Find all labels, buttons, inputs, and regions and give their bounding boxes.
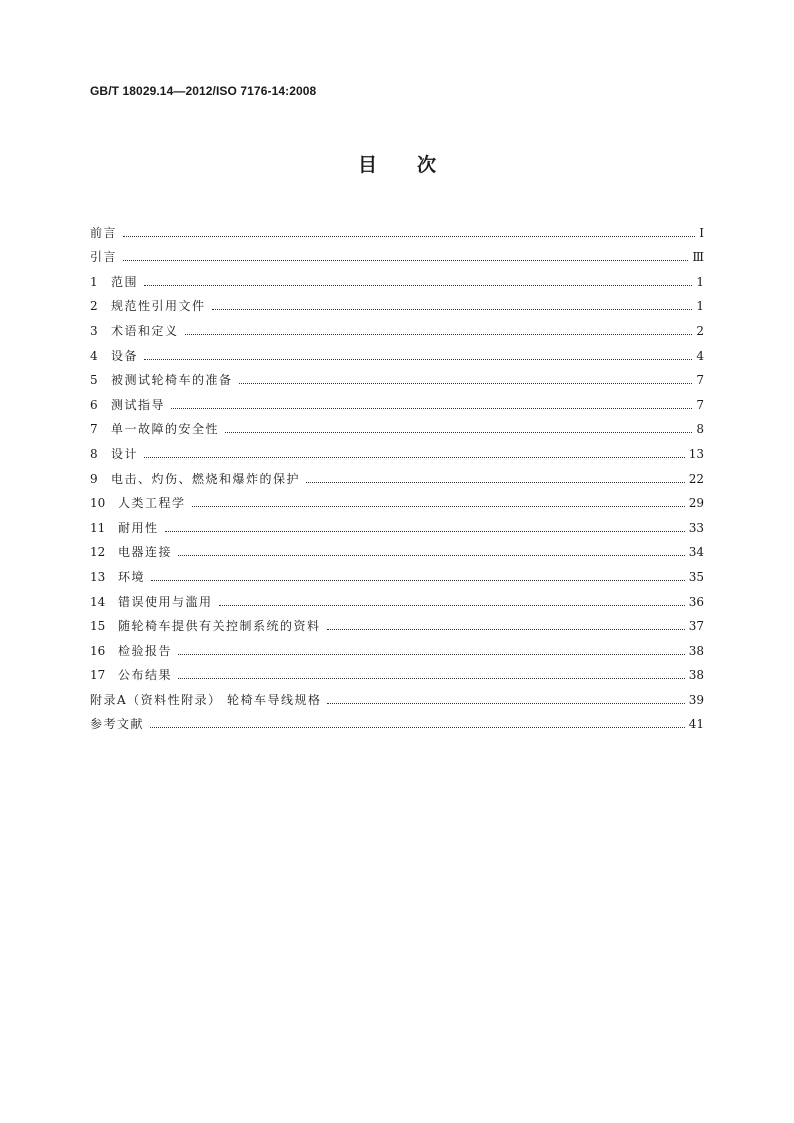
toc-entry-number: 2 — [90, 299, 98, 314]
toc-entry-number: 1 — [90, 274, 98, 289]
toc-entry[interactable] — [90, 437, 704, 462]
toc-dot-leader — [327, 629, 685, 630]
toc-entry-page: 38 — [688, 668, 704, 683]
toc-entry-title: 被测试轮椅车的准备 — [111, 373, 233, 388]
toc-entry-label — [90, 594, 213, 610]
toc-entry-label — [90, 421, 219, 437]
toc-entry-page: 39 — [688, 692, 704, 707]
toc-entry-title: 公布结果 — [118, 668, 173, 683]
toc-entry-title: 附录A（资料性附录） 轮椅车导线规格 — [90, 692, 322, 707]
toc-entry-title: 电器连接 — [118, 545, 173, 560]
toc-entry-number: 7 — [90, 422, 98, 437]
toc-entry-number: 11 — [90, 520, 106, 535]
toc-entry-page: 2 — [696, 323, 704, 338]
toc-dot-leader — [306, 482, 685, 483]
toc-dot-leader — [239, 383, 693, 384]
toc-dot-leader — [171, 408, 692, 409]
toc-entry-label — [90, 495, 186, 511]
toc-entry[interactable] — [90, 585, 704, 610]
page-title — [0, 150, 794, 177]
toc-entry-number: 3 — [90, 323, 98, 338]
toc-entry[interactable] — [90, 659, 704, 684]
toc-entry-label — [90, 471, 300, 487]
toc-entry-title: 前言 — [90, 225, 118, 240]
toc-entry-label — [90, 692, 321, 708]
toc-entry-label — [90, 397, 165, 413]
toc-entry-label — [90, 520, 159, 536]
toc-entry[interactable] — [90, 708, 704, 733]
toc-dot-leader — [123, 236, 695, 237]
toc-entry-label — [90, 446, 138, 462]
toc-entry-number: 14 — [90, 594, 106, 609]
toc-entry-page: Ⅲ — [692, 250, 704, 265]
toc-entry-title: 引言 — [90, 250, 118, 265]
toc-entry-title: 耐用性 — [118, 520, 159, 535]
toc-entry-title: 人类工程学 — [118, 496, 186, 511]
toc-entry-label — [90, 298, 206, 314]
toc-entry-page: 33 — [688, 520, 704, 535]
toc-entry-title: 术语和定义 — [111, 323, 179, 338]
toc-entry[interactable] — [90, 388, 704, 413]
toc-entry-title: 范围 — [111, 274, 139, 289]
toc-entry-page: 1 — [696, 274, 704, 289]
toc-dot-leader — [178, 555, 685, 556]
toc-entry-label — [90, 618, 321, 634]
toc-entry[interactable] — [90, 314, 704, 339]
table-of-contents — [90, 216, 704, 732]
toc-entry-number: 9 — [90, 471, 98, 486]
toc-dot-leader — [151, 580, 685, 581]
toc-entry-page: 36 — [688, 594, 704, 609]
toc-entry[interactable] — [90, 536, 704, 561]
toc-entry-title: 测试指导 — [111, 397, 166, 412]
toc-entry[interactable] — [90, 265, 704, 290]
toc-dot-leader — [225, 432, 692, 433]
toc-entry-title: 参考文献 — [90, 717, 145, 732]
toc-entry-label — [90, 225, 117, 241]
toc-entry-title: 设计 — [111, 446, 139, 461]
toc-entry-page: 4 — [696, 348, 704, 363]
toc-entry[interactable] — [90, 241, 704, 266]
toc-entry-title: 环境 — [118, 569, 146, 584]
toc-entry-label — [90, 348, 138, 364]
toc-entry-label — [90, 667, 172, 683]
toc-dot-leader — [212, 309, 693, 310]
toc-entry-page: 13 — [688, 446, 704, 461]
toc-entry-number: 16 — [90, 643, 106, 658]
toc-entry-title: 单一故障的安全性 — [111, 422, 220, 437]
toc-entry[interactable] — [90, 560, 704, 585]
toc-dot-leader — [144, 285, 692, 286]
toc-dot-leader — [144, 359, 692, 360]
toc-entry-title: 检验报告 — [118, 643, 173, 658]
document-header: GB/T 18029.14—2012/ISO 7176-14:2008 — [90, 84, 317, 98]
toc-entry-number: 8 — [90, 446, 98, 461]
toc-entry-page: 41 — [688, 717, 704, 732]
toc-dot-leader — [178, 678, 685, 679]
toc-entry-page: Ⅰ — [699, 225, 704, 240]
toc-dot-leader — [150, 727, 685, 728]
toc-entry[interactable] — [90, 634, 704, 659]
toc-entry-number: 6 — [90, 397, 98, 412]
toc-entry[interactable] — [90, 610, 704, 635]
toc-entry-title: 随轮椅车提供有关控制系统的资料 — [118, 619, 321, 634]
toc-entry-page: 37 — [688, 619, 704, 634]
toc-entry-title: 错误使用与滥用 — [118, 594, 213, 609]
toc-entry-number: 17 — [90, 668, 106, 683]
toc-dot-leader — [192, 506, 685, 507]
toc-dot-leader — [327, 703, 684, 704]
toc-entry-number: 5 — [90, 373, 98, 388]
toc-entry-page: 8 — [696, 422, 704, 437]
toc-entry-page: 7 — [696, 373, 704, 388]
toc-entry[interactable] — [90, 339, 704, 364]
toc-entry[interactable] — [90, 511, 704, 536]
toc-entry-page: 29 — [688, 496, 704, 511]
toc-entry-label — [90, 544, 172, 560]
toc-entry-label — [90, 274, 138, 290]
toc-dot-leader — [178, 654, 685, 655]
toc-entry-label — [90, 323, 179, 339]
toc-entry[interactable] — [90, 290, 704, 315]
toc-entry-number: 15 — [90, 619, 106, 634]
toc-entry-page: 34 — [688, 545, 704, 560]
toc-entry[interactable] — [90, 413, 704, 438]
toc-entry-label — [90, 716, 144, 732]
toc-entry-number: 4 — [90, 348, 98, 363]
title-part-2: 次 — [417, 154, 437, 176]
toc-entry[interactable] — [90, 487, 704, 512]
toc-entry-number: 13 — [90, 569, 106, 584]
toc-entry[interactable] — [90, 462, 704, 487]
toc-entry[interactable] — [90, 683, 704, 708]
toc-entry-number: 10 — [90, 496, 106, 511]
toc-dot-leader — [165, 531, 685, 532]
toc-dot-leader — [185, 334, 693, 335]
toc-dot-leader — [219, 605, 685, 606]
toc-entry-title: 设备 — [111, 348, 139, 363]
toc-entry[interactable] — [90, 216, 704, 241]
toc-entry-page: 35 — [688, 569, 704, 584]
toc-entry-page: 22 — [688, 471, 704, 486]
toc-entry-label — [90, 569, 145, 585]
toc-entry-number: 12 — [90, 545, 106, 560]
toc-dot-leader — [144, 457, 685, 458]
toc-entry-page: 38 — [688, 643, 704, 658]
title-part-1: 目 — [357, 154, 377, 176]
toc-entry-page: 7 — [696, 397, 704, 412]
toc-entry-label — [90, 643, 172, 659]
toc-entry-page: 1 — [696, 299, 704, 314]
toc-entry-title: 电击、灼伤、燃烧和爆炸的保护 — [111, 471, 301, 486]
toc-entry-label — [90, 372, 233, 388]
toc-entry-title: 规范性引用文件 — [111, 299, 206, 314]
toc-entry-label — [90, 249, 117, 265]
toc-entry[interactable] — [90, 364, 704, 389]
toc-dot-leader — [123, 260, 688, 261]
